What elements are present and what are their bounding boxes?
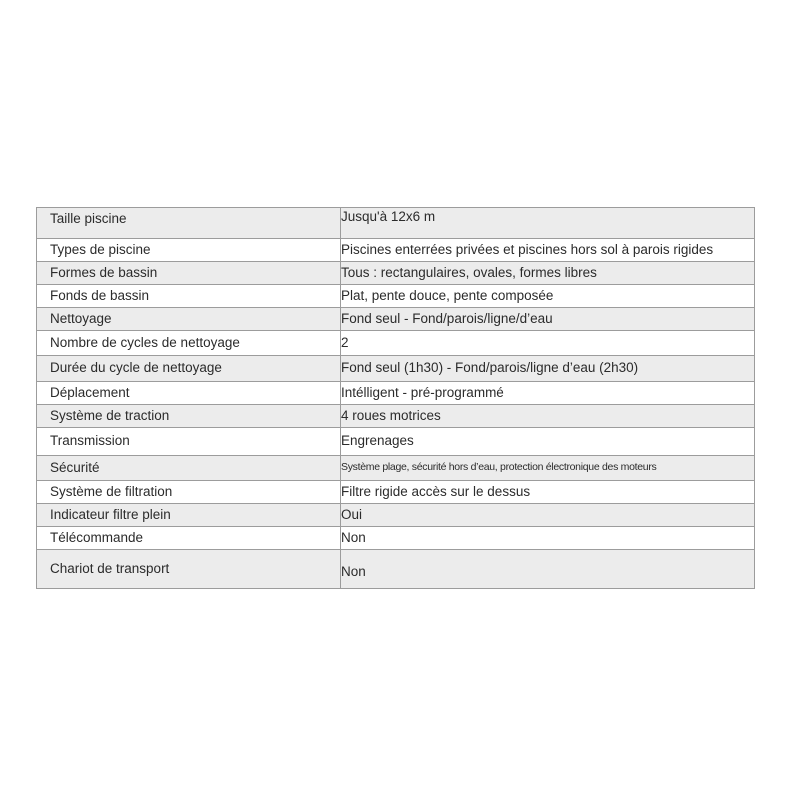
row-value: Jusqu'à 12x6 m: [341, 208, 755, 239]
row-value: Fond seul (1h30) - Fond/parois/ligne d’eau (2h30): [341, 356, 755, 382]
table-row: [37, 504, 755, 527]
specifications-table-body: [37, 208, 755, 589]
row-label: Système de traction: [37, 405, 341, 428]
row-label: Télécommande: [37, 527, 341, 550]
row-value: 4 roues motrices: [341, 405, 755, 428]
row-label: Déplacement: [37, 382, 341, 405]
row-label: Nettoyage: [37, 308, 341, 331]
row-value: Non: [341, 527, 755, 550]
table-row: [37, 285, 755, 308]
row-label: Types de piscine: [37, 239, 341, 262]
row-value: Oui: [341, 504, 755, 527]
row-value: Système plage, sécurité hors d’eau, protection électronique des moteurs: [341, 456, 755, 481]
row-value: 2: [341, 331, 755, 356]
row-label: Durée du cycle de nettoyage: [37, 356, 341, 382]
row-label: Transmission: [37, 428, 341, 456]
row-value: Plat, pente douce, pente composée: [341, 285, 755, 308]
row-value: Intélligent - pré-programmé: [341, 382, 755, 405]
table-row: [37, 527, 755, 550]
row-label: Sécurité: [37, 456, 341, 481]
table-row: [37, 308, 755, 331]
row-value: Fond seul - Fond/parois/ligne/d’eau: [341, 308, 755, 331]
table-row: [37, 428, 755, 456]
table-row: [37, 405, 755, 428]
table-row: [37, 356, 755, 382]
row-label: Taille piscine: [37, 208, 341, 239]
table-row: [37, 208, 755, 239]
row-label: Indicateur filtre plein: [37, 504, 341, 527]
table-row: [37, 331, 755, 356]
specifications-table: [36, 207, 755, 589]
row-label: Système de filtration: [37, 481, 341, 504]
row-label: Chariot de transport: [37, 550, 341, 589]
row-value: Tous : rectangulaires, ovales, formes libres: [341, 262, 755, 285]
table-row: [37, 550, 755, 589]
table-row: [37, 239, 755, 262]
table-row: [37, 262, 755, 285]
row-value: Filtre rigide accès sur le dessus: [341, 481, 755, 504]
table-row: [37, 481, 755, 504]
table-row: [37, 382, 755, 405]
row-label: Fonds de bassin: [37, 285, 341, 308]
row-value: Non: [341, 550, 755, 589]
row-label: Nombre de cycles de nettoyage: [37, 331, 341, 356]
row-value: Engrenages: [341, 428, 755, 456]
table-row: [37, 456, 755, 481]
row-label: Formes de bassin: [37, 262, 341, 285]
row-value: Piscines enterrées privées et piscines hors sol à parois rigides: [341, 239, 755, 262]
